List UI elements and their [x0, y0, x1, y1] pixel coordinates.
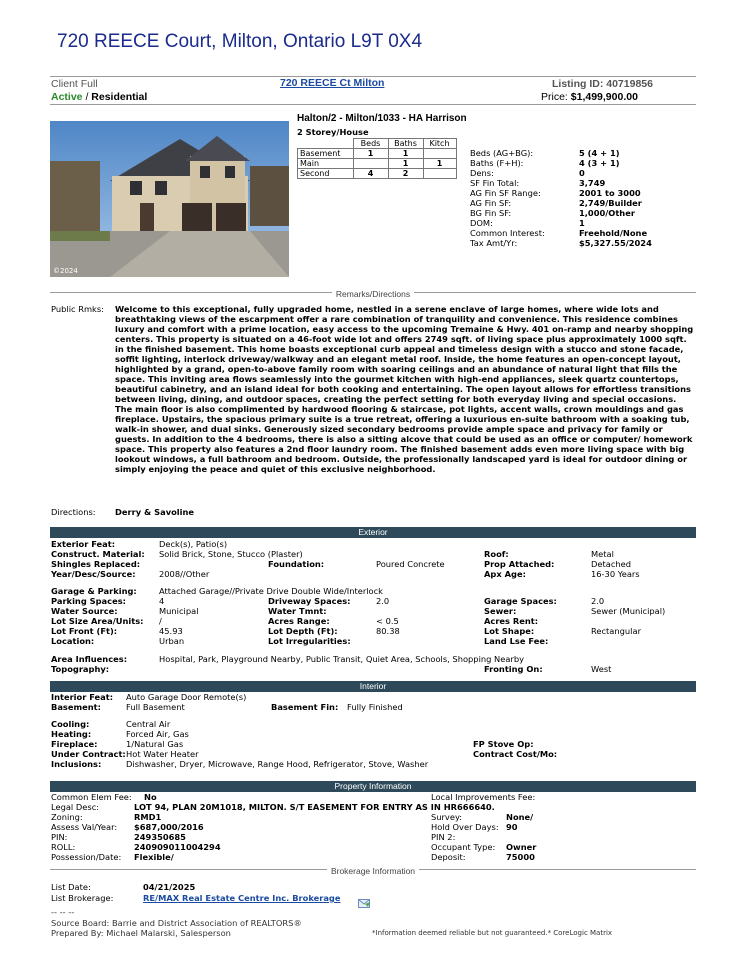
field-value: Detached: [591, 559, 632, 569]
brokerage-link[interactable]: RE/MAX Real Estate Centre Inc. Brokerage: [143, 893, 341, 903]
fact-label: Common Interest:: [470, 228, 545, 238]
cell: [423, 149, 456, 159]
row-label: Second: [298, 169, 354, 179]
price-line: [541, 91, 638, 103]
field-value: < 0.5: [376, 616, 399, 626]
field-value: Solid Brick, Stone, Stucco (Plaster): [159, 549, 303, 559]
field-label: Lot Irregularities:: [268, 636, 351, 646]
public-remarks-text: Welcome to this exceptional, fully upgraded home, nestled in a serene enclave of large homes, where wide lots and breathtaking views of the escarpment offer a rare combination of tranquility and convenience. This residence combines luxury and comfort with a prime location, easy access to the upcoming Tremaine & Hwy. 401 on-ramp and nearby shopping centers. This property is situated on a 46-foot wide lot and offers 2749 sqft. of living space plus approximately 1000 sqft. in the finished basement. This home boasts exceptional curb appeal and timeless design with a stucco and stone facade, soffit lighting, interlock driveway/walkway and an elegant metal roof. Inside, the home features an open-concept layout, highlighted by a grand, open-to-above family room with soaring ceilings and an abundance of natural light that fills the space. This inviting area flows seamlessly into the gourmet kitchen with high-end appliances, sleek quartz countertops, beautiful cabinetry, and an island ideal for both cooking and entertaining. The open layout allows for effortless transitions between living, dining, and outdoor spaces, creating the perfect setting for both everyday living and special occasions. The main floor is also complimented by hardwood flooring & staircase, pot lights, accent walls, crown mouldings and gas fireplace. Upstairs, the spacious primary suite is a true retreat, offering a luxurious en-suite bathroom with a soaking tub, walk-in shower, and dual sinks. Generously sized secondary bedrooms provide ample space and privacy for family or guests. In addition to the 4 bedrooms, there is also a sitting alcove that could be used as an office or computer/ homework space. This property also features a 2nd floor laundry room. The finished basement adds even more living space with big lookout windows, a full bathroom and bedroom. Outside, the professionally landscaped yard is ideal for outdoor dining or simply enjoying the peace and quiet of this exclusive neighborhood.: [115, 304, 694, 474]
field-value: $687,000/2016: [134, 822, 204, 832]
fact-row: [470, 158, 620, 168]
field-label: Survey:: [431, 812, 463, 822]
field-value: Sewer (Municipal): [591, 606, 666, 616]
fact-row: [470, 238, 652, 248]
cell: 1: [353, 149, 388, 159]
col-header: Kitch: [423, 139, 456, 149]
rooms-header-row: [298, 139, 457, 149]
fact-label: AG Fin SF:: [470, 198, 512, 208]
cell: 1: [423, 159, 456, 169]
brokerage-title-text: Brokerage Information: [327, 866, 419, 876]
field-label: Acres Rent:: [484, 616, 539, 626]
field-label: Lot Size Area/Units:: [51, 616, 144, 626]
field-value: Urban: [159, 636, 185, 646]
address-link[interactable]: 720 REECE Ct Milton: [280, 77, 385, 89]
field-value: 4: [159, 596, 165, 606]
field-value: No: [144, 792, 157, 802]
field-label: Area Influences:: [51, 654, 128, 664]
field-value: Attached Garage//Private Drive Double Wide/Interlock: [159, 586, 383, 596]
rooms-corner: [298, 139, 354, 149]
field-value: 80.38: [376, 626, 400, 636]
field-label: Legal Desc:: [51, 802, 100, 812]
fact-label: BG Fin SF:: [470, 208, 512, 218]
field-value: Metal: [591, 549, 614, 559]
field-value: LOT 94, PLAN 20M1018, MILTON. S/T EASEMENT FOR ENTRY AS IN HR666640.: [134, 802, 495, 812]
field-label: Lot Shape:: [484, 626, 535, 636]
field-label: Zoning:: [51, 812, 83, 822]
fact-value: Freehold/None: [579, 228, 648, 238]
field-label: Foundation:: [268, 559, 325, 569]
footer-disclaimer: *Information deemed reliable but not guaranteed.* CoreLogic Matrix: [372, 929, 613, 937]
fact-row: [470, 228, 648, 238]
field-label: Lot Front (Ft):: [51, 626, 118, 636]
field-value: Flexible/: [134, 852, 174, 862]
field-value: Forced Air, Gas: [126, 729, 189, 739]
field-label: Prop Attached:: [484, 559, 555, 569]
footer-dashes: -- -- --: [51, 907, 75, 917]
field-value: 240909011004294: [134, 842, 221, 852]
status-separator: /: [85, 91, 89, 103]
row-label: Main: [298, 159, 354, 169]
fact-value: 4 (3 + 1): [579, 158, 620, 168]
col-header: Baths: [388, 139, 423, 149]
interior-section-bar: Interior: [50, 681, 696, 692]
cell: 4: [353, 169, 388, 179]
table-row: [298, 159, 457, 169]
field-label: Year/Desc/Source:: [51, 569, 136, 579]
fact-value: 3,749: [579, 178, 606, 188]
field-value: 249350685: [134, 832, 186, 842]
fact-row: [470, 168, 585, 178]
field-value: West: [591, 664, 612, 674]
table-row: [298, 149, 457, 159]
field-value: Municipal: [159, 606, 199, 616]
field-label: Sewer:: [484, 606, 517, 616]
footer-prepared: Prepared By: Michael Malarski, Salesperson: [51, 928, 231, 938]
field-value: 2008//Other: [159, 569, 210, 579]
directions-value: Derry & Savoline: [115, 507, 195, 517]
facts-list: [470, 148, 652, 248]
field-label: Construct. Material:: [51, 549, 145, 559]
field-label: Inclusions:: [51, 759, 102, 769]
field-label: Shingles Replaced:: [51, 559, 141, 569]
field-value: Hospital, Park, Playground Nearby, Public Transit, Quiet Area, Schools, Shopping Nearby: [159, 654, 525, 664]
field-label: Location:: [51, 636, 95, 646]
field-label: Deposit:: [431, 852, 466, 862]
field-value: Owner: [506, 842, 537, 852]
field-label: Garage Spaces:: [484, 596, 557, 606]
field-label: Land Lse Fee:: [484, 636, 549, 646]
field-label: Contract Cost/Mo:: [473, 749, 558, 759]
field-label: Exterior Feat:: [51, 539, 116, 549]
field-label: Cooling:: [51, 719, 90, 729]
field-label: PIN:: [51, 832, 68, 842]
fact-value: 5 (4 + 1): [579, 148, 620, 158]
area-line: Halton/2 - Milton/1033 - HA Harrison: [297, 113, 467, 124]
photo-watermark: ©2024: [53, 267, 78, 275]
field-label: FP Stove Op:: [473, 739, 534, 749]
field-value: Dishwasher, Dryer, Microwave, Range Hood, Refrigerator, Stove, Washer: [126, 759, 429, 769]
fact-row: [470, 148, 620, 158]
field-label: Water Tmnt:: [268, 606, 327, 616]
field-value: 75000: [506, 852, 535, 862]
field-label: Heating:: [51, 729, 92, 739]
field-value: Deck(s), Patio(s): [159, 539, 228, 549]
cell: [423, 169, 456, 179]
fact-value: $5,327.55/2024: [579, 238, 652, 248]
field-label: Assess Val/Year:: [51, 822, 118, 832]
field-value: 04/21/2025: [143, 882, 196, 892]
table-row: [298, 169, 457, 179]
fact-row: [470, 208, 635, 218]
field-value: Rectangular: [591, 626, 641, 636]
field-label: Driveway Spaces:: [268, 596, 351, 606]
field-value: None/: [506, 812, 534, 822]
status-badge: Active: [51, 91, 83, 103]
field-label: Occupant Type:: [431, 842, 496, 852]
field-value: 1/Natural Gas: [126, 739, 184, 749]
price-value: $1,499,900.00: [570, 91, 638, 103]
directions-label: Directions:: [51, 507, 96, 517]
field-label: Lot Depth (Ft):: [268, 626, 338, 636]
fact-value: 2,749/Builder: [579, 198, 642, 208]
fact-label: Dens:: [470, 168, 494, 178]
public-remarks-label: Public Rmks:: [51, 304, 104, 314]
field-label: PIN 2:: [431, 832, 456, 842]
field-value: Full Basement: [126, 702, 185, 712]
fact-label: SF Fin Total:: [470, 178, 520, 188]
field-label: Acres Range:: [268, 616, 330, 626]
field-value: 16-30 Years: [591, 569, 640, 579]
fact-label: AG Fin SF Range:: [470, 188, 541, 198]
field-value: 45.93: [159, 626, 183, 636]
cell: 1: [388, 159, 423, 169]
field-label: List Date:: [51, 882, 91, 892]
exterior-section-bar: Exterior: [50, 527, 696, 538]
fact-row: [470, 218, 585, 228]
brokerage-section-title: [50, 866, 696, 876]
field-value: 2.0: [376, 596, 390, 606]
field-value: Fully Finished: [347, 702, 403, 712]
field-label: Roof:: [484, 549, 509, 559]
price-label: Price:: [541, 91, 568, 103]
field-label: Basement Fin:: [271, 702, 339, 712]
fact-row: [470, 198, 642, 208]
fact-value: 0: [579, 168, 585, 178]
property-class: Residential: [91, 91, 148, 103]
report-type: Client Full: [51, 78, 98, 90]
fact-value: 2001 to 3000: [579, 188, 641, 198]
field-label: Topography:: [51, 664, 110, 674]
field-label: Hold Over Days:: [431, 822, 499, 832]
field-value: RMD1: [134, 812, 162, 822]
style-line: 2 Storey/House: [297, 127, 369, 137]
email-icon[interactable]: [358, 893, 370, 902]
fact-value: 1: [579, 218, 585, 228]
house-photo-illustration: [50, 121, 289, 277]
row-label: Basement: [298, 149, 354, 159]
remarks-title-text: Remarks/Directions: [332, 289, 414, 299]
field-value: /: [159, 616, 162, 626]
field-label: Basement:: [51, 702, 101, 712]
field-label: Under Contract:: [51, 749, 126, 759]
field-value: 90: [506, 822, 518, 832]
fact-label: Tax Amt/Yr:: [470, 238, 518, 248]
field-label: Apx Age:: [484, 569, 526, 579]
field-label: Parking Spaces:: [51, 596, 126, 606]
footer-source: Source Board: Barrie and District Association of REALTORS®: [51, 918, 302, 928]
property-info-section-bar: Property Information: [50, 781, 696, 792]
field-label: Local Improvements Fee:: [431, 792, 536, 802]
property-photo[interactable]: [50, 121, 289, 277]
col-header: Beds: [353, 139, 388, 149]
field-label: List Brokerage:: [51, 893, 114, 903]
field-label: Possession/Date:: [51, 852, 122, 862]
field-label: Interior Feat:: [51, 692, 114, 702]
field-value: Auto Garage Door Remote(s): [126, 692, 247, 702]
field-value: Poured Concrete: [376, 559, 445, 569]
field-label: Garage & Parking:: [51, 586, 137, 596]
page-title: 720 REECE Court, Milton, Ontario L9T 0X4: [57, 31, 423, 52]
listing-id: Listing ID: 40719856: [552, 78, 653, 90]
field-value: Central Air: [126, 719, 171, 729]
status-line: [51, 91, 147, 103]
field-label: ROLL:: [51, 842, 76, 852]
field-value: Hot Water Heater: [126, 749, 199, 759]
field-label: Water Source:: [51, 606, 118, 616]
fact-value: 1,000/Other: [579, 208, 635, 218]
cell: 1: [388, 149, 423, 159]
rooms-table: [297, 138, 457, 179]
fact-row: [470, 178, 606, 188]
cell: 2: [388, 169, 423, 179]
field-label: Fronting On:: [484, 664, 543, 674]
divider: [50, 104, 696, 105]
fact-row: [470, 188, 641, 198]
fact-label: Baths (F+H):: [470, 158, 524, 168]
field-label: Common Elem Fee:: [51, 792, 132, 802]
fact-label: Beds (AG+BG):: [470, 148, 534, 158]
fact-label: DOM:: [470, 218, 493, 228]
remarks-section-title: [50, 289, 696, 299]
cell: [353, 159, 388, 169]
field-label: Fireplace:: [51, 739, 98, 749]
field-value: 2.0: [591, 596, 605, 606]
